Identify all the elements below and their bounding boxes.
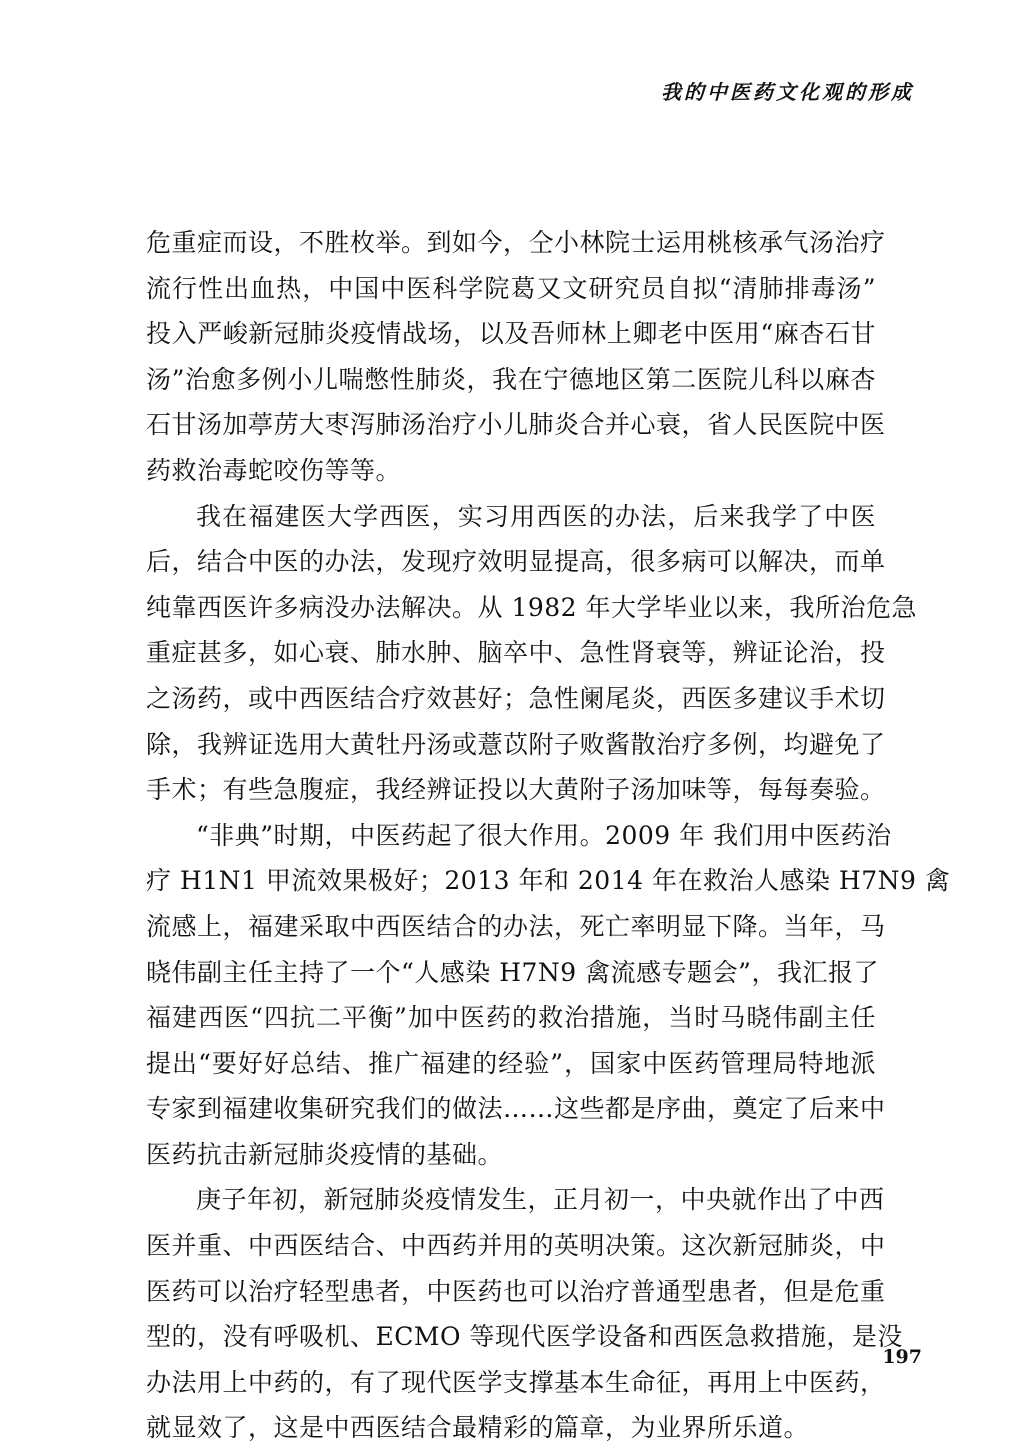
- text-line: 办法用上中药的，有了现代医学支撑基本生命征，再用上中医药，: [146, 1367, 886, 1397]
- text-line: 重症甚多，如心衰、肺水肿、脑卒中、急性肾衰等，辨证论治，投: [146, 638, 886, 668]
- text-line: 手术；有些急腹症，我经辨证投以大黄附子汤加味等，每每奏验。: [146, 775, 886, 805]
- text-line: 医药可以治疗轻型患者，中医药也可以治疗普通型患者，但是危重: [146, 1276, 886, 1306]
- paragraph: [146, 813, 951, 1178]
- text-line: 石甘汤加葶苈大枣泻肺汤治疗小儿肺炎合并心衰，省人民医院中医: [146, 410, 886, 440]
- text-line: 之汤药，或中西医结合疗效甚好；急性阑尾炎，西医多建议手术切: [146, 683, 886, 713]
- text-line: 我在福建医大学西医，实习用西医的办法，后来我学了中医: [196, 501, 876, 531]
- text-line: 汤”治愈多例小儿喘憋性肺炎，我在宁德地区第二医院儿科以麻杏: [146, 364, 876, 394]
- text-line: 后，结合中医的办法，发现疗效明显提高，很多病可以解决，而单: [146, 547, 886, 577]
- text-line: 福建西医“四抗二平衡”加中医药的救治措施，当时马晓伟副主任: [146, 1003, 876, 1033]
- text-line: 专家到福建收集研究我们的做法……这些都是序曲，奠定了后来中: [146, 1094, 886, 1124]
- text-line: 医药抗击新冠肺炎疫情的基础。: [146, 1139, 504, 1169]
- text-line: 危重症而设，不胜枚举。到如今，仝小林院士运用桃核承气汤治疗: [146, 228, 886, 257]
- text-line: 纯靠西医许多病没办法解决。从 1982 年大学毕业以来，我所治危急: [146, 592, 918, 622]
- text-line: 投入严峻新冠肺炎疫情战场，以及吾师林上卿老中医用“麻杏石甘: [146, 319, 876, 349]
- text-line: 型的，没有呼吸机、ECMO 等现代医学设备和西医急救措施，是没: [146, 1322, 903, 1352]
- text-line: 药救治毒蛇咬伤等等。: [146, 455, 402, 485]
- text-line: 就显效了，这是中西医结合最精彩的篇章，为业界所乐道。: [146, 1413, 810, 1443]
- text-line: 晓伟副主任主持了一个“人感染 H7N9 禽流感专题会”，我汇报了: [146, 957, 879, 987]
- text-line: “非典”时期，中医药起了很大作用。2009 年 我们用中医药治: [196, 820, 892, 850]
- text-line: 除，我辨证选用大黄牡丹汤或薏苡附子败酱散治疗多例，均避免了: [146, 729, 886, 759]
- text-line: 流行性出血热，中国中医科学院葛又文研究员自拟“清肺排毒汤”: [146, 273, 876, 303]
- text-line: 提出“要好好总结、推广福建的经验”，国家中医药管理局特地派: [146, 1048, 876, 1078]
- text-line: 流感上，福建采取中西医结合的办法，死亡率明显下降。当年，马: [146, 911, 886, 941]
- running-header: 我的中医药文化观的形成: [661, 80, 914, 104]
- paragraph: [146, 494, 918, 813]
- text-line: 庚子年初，新冠肺炎疫情发生，正月初一，中央就作出了中西: [196, 1185, 885, 1215]
- paragraph: [146, 220, 886, 494]
- text-line: 疗 H1N1 甲流效果极好；2013 年和 2014 年在救治人感染 H7N9 禽: [146, 866, 951, 896]
- page-number: 197: [882, 1346, 922, 1368]
- text-line: 医并重、中西医结合、中西药并用的英明决策。这次新冠肺炎，中: [146, 1231, 886, 1261]
